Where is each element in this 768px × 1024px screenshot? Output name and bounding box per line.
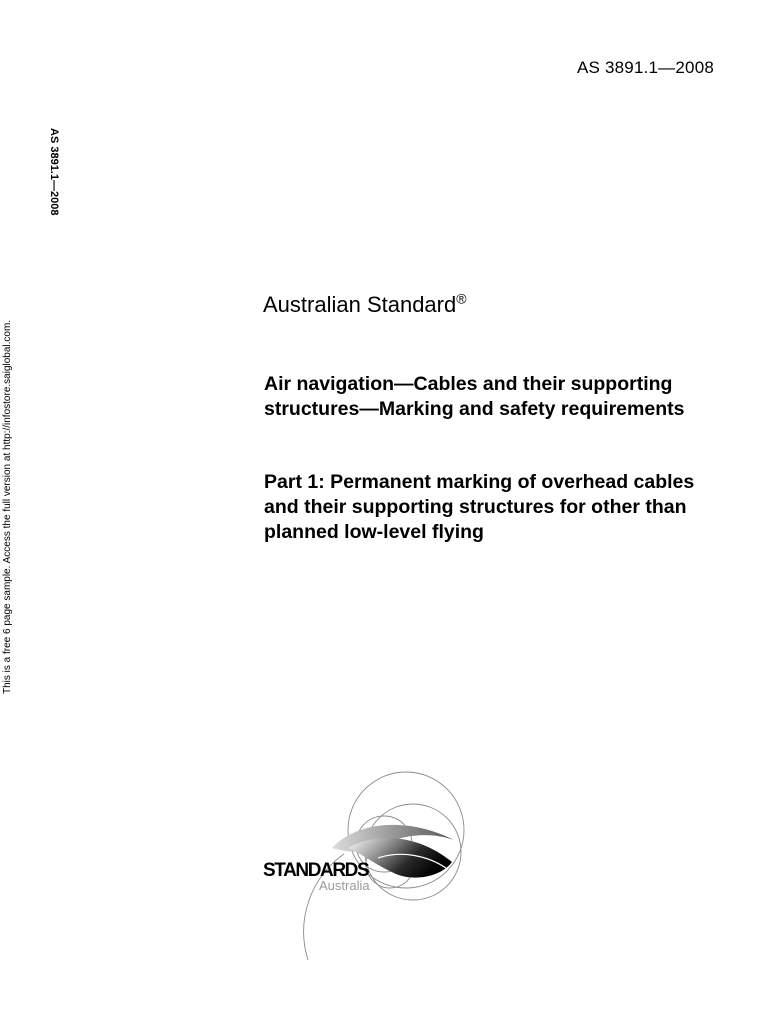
logo-subtitle: Australia: [319, 878, 370, 893]
logo-wordmark: STANDARDS: [263, 860, 369, 881]
standards-australia-logo: [256, 764, 476, 964]
standard-label: Australian Standard: [263, 292, 457, 317]
registered-mark: ®: [456, 290, 467, 307]
document-part-title: Part 1: Permanent marking of overhead cables and their supporting structures for other than planned low-level flying: [264, 471, 695, 543]
spine-document-number: AS 3891.1—2008: [48, 128, 60, 216]
standard-heading: [263, 292, 467, 318]
sample-notice: This is a free 6 page sample. Access the full version at http://infostore.saiglobal.com.: [2, 319, 13, 694]
document-number: AS 3891.1—2008: [576, 58, 714, 77]
document-title: Air navigation—Cables and their supporting structures—Marking and safety requirements: [264, 373, 685, 420]
